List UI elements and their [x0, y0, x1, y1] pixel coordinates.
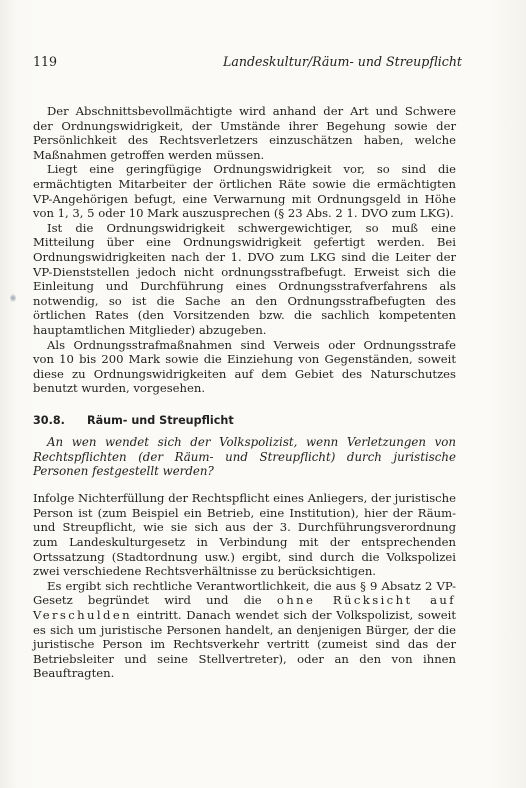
section-title: Räum- und Streupflicht: [87, 413, 234, 427]
running-title: Landeskultur/Räum- und Streupflicht: [222, 54, 462, 69]
page-body: [33, 104, 456, 681]
answer-paragraph-2: [33, 579, 456, 681]
answer-paragraph-2-part1: Es ergibt sich rechtliche Verantwortlichkeit, die aus § 9 Absatz 2 VP-Gesetz begründet wird und die: [33, 578, 456, 608]
page-number: 119: [33, 54, 58, 69]
question-text: An wen wendet sich der Volkspolizist, wenn Verletzungen von Rechtspflichten (der Räum- und Streupflicht) durch juristische Personen festgestellt werden?: [33, 434, 456, 479]
answer-paragraph-1: Infolge Nichterfüllung der Rechtspflicht eines Anliegers, der juristische Person ist (zum Beispiel ein Betrieb, eine Institution), hier der Räum- und Streupflicht, wie sie sich aus der 3. Durchführungsverordnung zum Landeskulturgesetz in Verbindung mit der entsprechenden Ortssatzung (Stadtordnung usw.) ergibt, sind durch die Volkspolizei zwei verschiedene Rechtsverhältnisse zu berücksichtigen.: [33, 491, 456, 579]
paragraph-ordnungsstrafmassnahmen: Als Ordnungsstrafmaßnahmen sind Verweis oder Ordnungsstrafe von 10 bis 200 Mark sowie die Einziehung von Gegenständen, soweit diese zu Ordnungswidrigkeiten auf dem Gebiet des Naturschutzes benutzt wurden, vorgesehen.: [33, 337, 456, 396]
section-heading: [33, 414, 456, 428]
section-number: 30.8.: [33, 413, 65, 427]
paragraph-abschnittsbevollmaechtigte: Der Abschnittsbevollmächtigte wird anhand der Art und Schwere der Ordnungswidrigkeit, der Umstände ihrer Begehung sowie der Persönlichkeit des Rechtsverletzers einzuschätzen haben, welche Maßnahmen getroffen werden müssen.: [33, 104, 456, 162]
page-header: [33, 54, 462, 72]
paragraph-schwergewichtiger: Ist die Ordnungswidrigkeit schwergewichtiger, so muß eine Mitteilung über eine Ordnungswidrigkeit gefertigt werden. Bei Ordnungswidrigkeiten nach der 1. DVO zum LKG sind die Leiter der VP-Dienststellen jedoch nicht ordnungsstrafbefugt. Erweist sich die Einleitung und Durchführung eines Ordnungsstrafverfahrens als notwendig, so ist die Sache an den Ordnungsstrafbefugten des örtlichen Rates (den Vorsitzenden bzw. die sachlich kompetenten hauptamtlichen Mitglieder) abzugeben.: [33, 220, 456, 337]
ink-smudge: [10, 294, 16, 302]
answer-paragraph-2-part2: eintritt. Danach wendet sich der Volkspolizist, soweit es sich um juristische Personen handelt, an denjenigen Bürger, der die juristische Person im Rechtsverkehr vertritt (zumeist sind das der Betriebsleiter und seine Stellvertreter), oder an den von ihnen Beauftragten.: [33, 608, 456, 681]
emphasis-spaced-text: ohne Rücksicht auf Verschulden: [33, 593, 456, 623]
paragraph-geringfuegige-ordnungswidrigkeit: Liegt eine geringfügige Ordnungswidrigkeit vor, so sind die ermächtigten Mitarbeiter der örtlichen Räte sowie die ermächtigten VP-Angehörigen befugt, eine Verwarnung mit Ordnungsgeld in Höhe von 1, 3, 5 oder 10 Mark auszusprechen (§ 23 Abs. 2 1. DVO zum LKG).: [33, 162, 456, 221]
